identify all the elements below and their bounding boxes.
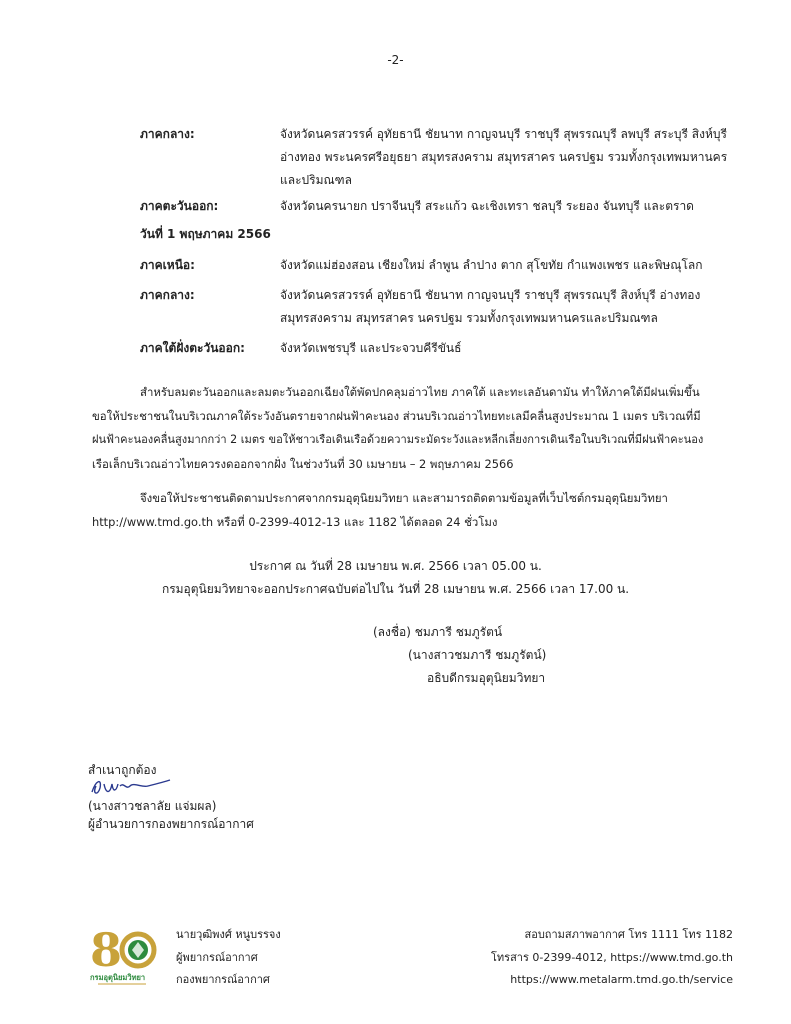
date-heading: วันที่ 1 พฤษภาคม 2566	[140, 227, 271, 241]
footer-contact-fax: โทรสาร 0-2399-4012, https://www.tmd.go.th	[491, 951, 733, 964]
region-label-east: ภาคตะวันออก:	[140, 199, 219, 213]
paragraph-line: สำหรับลมตะวันออกและลมตะวันออกเฉียงใต้พัดปกคลุมอ่าวไทย ภาคใต้ และทะเลอันดามัน ทำให้ภาคใต้มีฝนเพิ่มขึ้น	[140, 385, 700, 399]
region-text-line: สมุทรสงคราม สมุทรสาคร นครปฐม รวมทั้งกรุงเทพมหานครและปริมณฑล	[280, 311, 658, 325]
region-text-line: จังหวัดนครสวรรค์ อุทัยธานี ชัยนาท กาญจนบุรี ราชบุรี สุพรรณบุรี สิงห์บุรี อ่างทอง	[280, 288, 701, 302]
paragraph-line: จึงขอให้ประชาชนติดตามประกาศจากกรมอุตุนิยมวิทยา และสามารถติดตามข้อมูลที่เว็บไซต์กรมอุตุนิยมวิทยา	[140, 491, 668, 505]
certified-copy-name: (นางสาวชลาลัย แจ่มผล)	[88, 799, 217, 813]
region-label-central: ภาคกลาง:	[140, 127, 195, 141]
paragraph-line: http://www.tmd.go.th หรือที่ 0-2399-4012-13 และ 1182 ได้ตลอด 24 ชั่วโมง	[92, 515, 498, 529]
region-text-line: จังหวัดเพชรบุรี และประจวบคีรีขันธ์	[280, 341, 462, 355]
footer-division: กองพยากรณ์อากาศ	[176, 973, 270, 986]
tmd-80-anniversary-logo	[88, 920, 160, 988]
paragraph-line: ฝนฟ้าคะนองคลื่นสูงมากกว่า 2 เมตร ขอให้ชาวเรือเดินเรือด้วยความระมัดระวังและหลีกเลี่ยงการเดินเรือในบริเวณที่มีฝนฟ้าคะนอง	[92, 433, 704, 446]
paragraph-line: ขอให้ประชาชนในบริเวณภาคใต้ระวังอันตรายจากฝนฟ้าคะนอง ส่วนบริเวณอ่าวไทยทะเลมีคลื่นสูงประมาณ 1 เมตร บริเวณที่มี	[92, 409, 701, 423]
signature-signed: (ลงชื่อ) ชมภารี ชมภูรัตน์	[373, 625, 503, 639]
region-label-south-east: ภาคใต้ฝั่งตะวันออก:	[140, 341, 245, 355]
region-label-north: ภาคเหนือ:	[140, 258, 195, 272]
certified-copy-position: ผู้อำนวยการกองพยากรณ์อากาศ	[88, 817, 254, 831]
announce-line: ประกาศ ณ วันที่ 28 เมษายน พ.ศ. 2566 เวลา 05.00 น.	[249, 559, 542, 573]
region-text-line: จังหวัดนครนายก ปราจีนบุรี สระแก้ว ฉะเชิงเทรา ชลบุรี ระยอง จันทบุรี และตราด	[280, 199, 694, 213]
footer-forecaster-title: ผู้พยากรณ์อากาศ	[176, 951, 258, 964]
footer-forecaster-name: นายวุฒิพงศ์ หนูบรรจง	[176, 928, 281, 941]
announce-line: กรมอุตุนิยมวิทยาจะออกประกาศฉบับต่อไปใน วันที่ 28 เมษายน พ.ศ. 2566 เวลา 17.00 น.	[161, 582, 630, 596]
page-number: -2-	[387, 53, 404, 67]
region-label-central: ภาคกลาง:	[140, 288, 195, 302]
region-text-line: อ่างทอง พระนครศรีอยุธยา สมุทรสงคราม สมุทรสาคร นครปฐม รวมทั้งกรุงเทพมหานคร	[280, 150, 728, 164]
region-text-line: และปริมณฑล	[280, 173, 352, 187]
logo-icon	[88, 920, 160, 988]
footer-contact-phone: สอบถามสภาพอากาศ โทร 1111 โทร 1182	[524, 928, 733, 941]
region-text-line: จังหวัดนครสวรรค์ อุทัยธานี ชัยนาท กาญจนบุรี ราชบุรี สุพรรณบุรี ลพบุรี สระบุรี สิงห์บุรี	[280, 127, 727, 141]
paragraph-line: เรือเล็กบริเวณอ่าวไทยควรงดออกจากฝั่ง ในช่วงวันที่ 30 เมษายน – 2 พฤษภาคม 2566	[92, 457, 514, 471]
logo-text: กรมอุตุนิยมวิทยา	[90, 973, 146, 982]
certified-copy-title: สำเนาถูกต้อง	[88, 763, 157, 777]
svg-text:8: 8	[90, 923, 123, 977]
region-text-line: จังหวัดแม่ฮ่องสอน เชียงใหม่ ลำพูน ลำปาง ตาก สุโขทัย กำแพงเพชร และพิษณุโลก	[280, 258, 703, 272]
signature-position: อธิบดีกรมอุตุนิยมวิทยา	[427, 671, 546, 685]
signature-name: (นางสาวชมภารี ชมภูรัตน์)	[408, 648, 547, 662]
footer-service-link[interactable]: https://www.metalarm.tmd.go.th/service	[510, 973, 733, 986]
